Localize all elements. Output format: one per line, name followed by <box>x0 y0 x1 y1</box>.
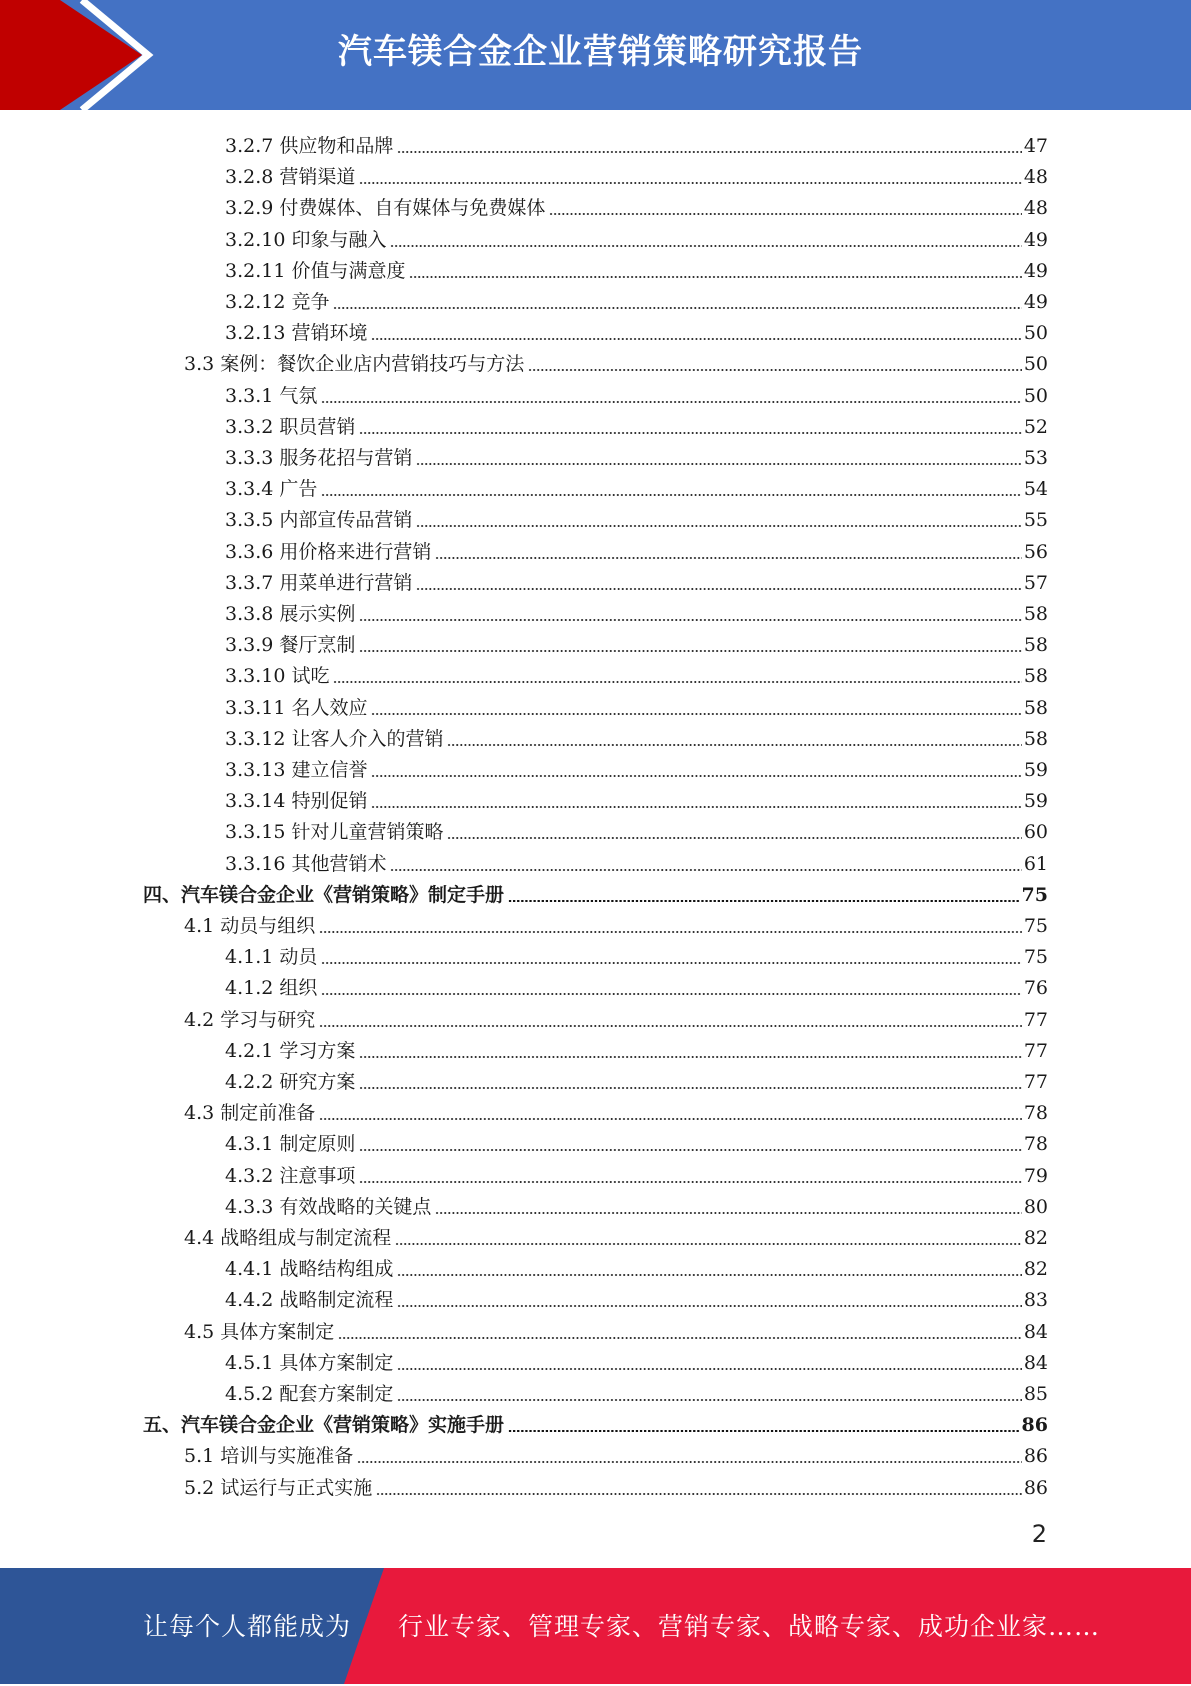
toc-entry-label: 4.2.1 学习方案 <box>225 1039 356 1062</box>
toc-entry-page: 50 <box>1023 322 1048 345</box>
toc-dot-leader <box>397 1274 1021 1276</box>
toc-entry-page: 85 <box>1023 1383 1048 1405</box>
toc-entry[interactable] <box>225 377 1048 408</box>
toc-entry-label: 3.3.8 展示实例 <box>225 603 356 625</box>
toc-entry-page: 61 <box>1023 852 1048 875</box>
toc-entry-page: 75 <box>1023 915 1048 937</box>
toc-entry-page: 49 <box>1023 291 1048 313</box>
toc-entry-label: 4.2 学习与研究 <box>184 1008 316 1031</box>
toc-dot-leader <box>416 463 1021 465</box>
toc-dot-leader <box>549 213 1021 215</box>
toc-entry-label: 4.1.1 动员 <box>225 946 318 969</box>
toc-entry[interactable] <box>143 1406 1048 1437</box>
toc-entry-label: 4.3.3 有效战略的关键点 <box>225 1195 432 1218</box>
toc-dot-leader <box>359 1087 1021 1089</box>
toc-entry-page: 76 <box>1023 977 1048 1000</box>
toc-entry-label: 4.5 具体方案制定 <box>184 1320 335 1343</box>
toc-dot-leader <box>416 525 1021 527</box>
toc-entry[interactable] <box>184 1094 1048 1125</box>
toc-entry-label: 4.3.2 注意事项 <box>225 1164 356 1187</box>
toc-entry[interactable] <box>225 813 1048 844</box>
toc-entry-label: 3.3.2 职员营销 <box>225 415 356 438</box>
toc-entry-label: 3.3.13 建立信誉 <box>225 759 368 781</box>
toc-entry-label: 3.2.11 价值与满意度 <box>225 259 406 282</box>
toc-dot-leader <box>508 1430 1020 1432</box>
toc-dot-leader <box>416 588 1021 590</box>
toc-entry[interactable] <box>225 127 1048 158</box>
toc-entry-label: 4.4 战略组成与制定流程 <box>184 1227 392 1249</box>
toc-entry[interactable] <box>225 1281 1048 1312</box>
toc-entry[interactable] <box>143 876 1048 907</box>
toc-entry[interactable] <box>225 221 1048 252</box>
toc-entry-page: 86 <box>1023 1476 1048 1499</box>
toc-entry-page: 52 <box>1023 415 1048 438</box>
toc-entry-page: 59 <box>1023 790 1048 813</box>
toc-entry-page: 82 <box>1023 1227 1048 1249</box>
toc-entry-page: 60 <box>1023 821 1048 844</box>
document-title: 汽车镁合金企业营销策略研究报告 <box>338 32 863 72</box>
toc-dot-leader <box>321 993 1021 995</box>
toc-entry-label: 4.2.2 研究方案 <box>225 1071 356 1093</box>
toc-entry[interactable] <box>225 533 1048 564</box>
toc-entry-page: 82 <box>1023 1258 1048 1281</box>
toc-dot-leader <box>371 713 1021 715</box>
toc-entry[interactable] <box>225 1250 1048 1281</box>
toc-entry-page: 86 <box>1021 1414 1048 1437</box>
toc-dot-leader <box>319 1118 1022 1120</box>
toc-entry[interactable] <box>225 189 1048 220</box>
toc-entry-label: 3.3.6 用价格来进行营销 <box>225 540 432 563</box>
toc-dot-leader <box>338 1337 1022 1339</box>
toc-dot-leader <box>319 931 1022 933</box>
toc-entry-label: 3.3.11 名人效应 <box>225 696 368 719</box>
page-footer <box>0 1568 1191 1684</box>
toc-entry[interactable] <box>225 782 1048 813</box>
toc-entry[interactable] <box>225 1157 1048 1188</box>
toc-dot-leader <box>397 1305 1021 1307</box>
footer-slogan-left: 让每个人都能成为 <box>143 1612 352 1641</box>
toc-entry-page: 86 <box>1023 1445 1048 1468</box>
toc-entry-page: 77 <box>1023 1071 1048 1093</box>
toc-dot-leader <box>359 650 1021 652</box>
toc-entry-label: 4.1 动员与组织 <box>184 915 316 937</box>
toc-dot-leader <box>376 1493 1022 1495</box>
toc-entry-page: 47 <box>1023 135 1048 157</box>
toc-entry-page: 59 <box>1023 759 1048 781</box>
toc-entry[interactable] <box>225 1344 1048 1375</box>
toc-dot-leader <box>333 307 1021 309</box>
toc-dot-leader <box>371 806 1021 808</box>
toc-entry-page: 84 <box>1023 1351 1048 1374</box>
toc-entry-page: 83 <box>1023 1289 1048 1312</box>
toc-entry-page: 48 <box>1023 197 1048 220</box>
toc-entry-page: 57 <box>1023 571 1048 594</box>
toc-entry[interactable] <box>225 1125 1048 1156</box>
toc-dot-leader <box>371 775 1021 777</box>
toc-entry[interactable] <box>225 158 1048 189</box>
toc-entry-page: 58 <box>1023 727 1048 750</box>
toc-entry[interactable] <box>225 252 1048 283</box>
toc-entry-label: 4.4.1 战略结构组成 <box>225 1258 394 1281</box>
footer-slogan-right: 行业专家、管理专家、营销专家、战略专家、成功企业家…… <box>398 1612 1101 1641</box>
toc-entry-label: 3.3 案例：餐饮企业店内营销技巧与方法 <box>184 353 525 376</box>
page-header <box>0 0 1191 110</box>
toc-entry[interactable] <box>184 1313 1048 1344</box>
toc-entry-page: 84 <box>1023 1320 1048 1343</box>
toc-dot-leader <box>508 900 1020 902</box>
toc-entry[interactable] <box>225 969 1048 1000</box>
toc-dot-leader <box>395 1243 1022 1245</box>
toc-entry-page: 80 <box>1023 1195 1048 1218</box>
toc-entry[interactable] <box>225 439 1048 470</box>
toc-entry-label: 5.2 试运行与正式实施 <box>184 1476 373 1499</box>
toc-entry[interactable] <box>225 657 1048 688</box>
toc-entry-page: 48 <box>1023 166 1048 189</box>
toc-entry-label: 3.3.16 其他营销术 <box>225 852 387 875</box>
toc-entry-label: 3.3.7 用菜单进行营销 <box>225 571 413 594</box>
toc-entry-page: 78 <box>1023 1102 1048 1125</box>
toc-entry[interactable] <box>225 938 1048 969</box>
toc-entry-page: 58 <box>1023 696 1048 719</box>
toc-dot-leader <box>359 1056 1021 1058</box>
toc-entry-label: 5.1 培训与实施准备 <box>184 1445 354 1468</box>
toc-entry[interactable] <box>225 470 1048 501</box>
toc-entry[interactable] <box>225 720 1048 751</box>
toc-entry-page: 77 <box>1023 1008 1048 1031</box>
toc-dot-leader <box>390 869 1021 871</box>
toc-entry-label: 4.3 制定前准备 <box>184 1102 316 1125</box>
toc-entry[interactable] <box>184 345 1048 376</box>
toc-entry-label: 五、汽车镁合金企业《营销策略》实施手册 <box>143 1414 505 1437</box>
toc-entry-page: 53 <box>1023 447 1048 469</box>
toc-entry-page: 58 <box>1023 634 1048 657</box>
toc-entry-label: 3.2.9 付费媒体、自有媒体与免费媒体 <box>225 197 546 220</box>
toc-entry-label: 3.2.13 营销环境 <box>225 322 368 345</box>
toc-entry-label: 3.2.10 印象与融入 <box>225 228 387 251</box>
toc-dot-leader <box>359 182 1021 184</box>
toc-entry-label: 4.5.2 配套方案制定 <box>225 1383 394 1405</box>
toc-entry-label: 3.2.8 营销渠道 <box>225 166 356 189</box>
toc-entry[interactable] <box>225 408 1048 439</box>
toc-entry-label: 3.3.1 气氛 <box>225 384 318 407</box>
toc-entry-page: 79 <box>1023 1164 1048 1187</box>
toc-entry-page: 75 <box>1023 946 1048 969</box>
toc-entry-label: 四、汽车镁合金企业《营销策略》制定手册 <box>143 883 505 906</box>
toc-entry-label: 4.4.2 战略制定流程 <box>225 1289 394 1312</box>
toc-dot-leader <box>435 1212 1021 1214</box>
toc-entry[interactable] <box>225 751 1048 782</box>
toc-entry[interactable] <box>225 1032 1048 1063</box>
toc-entry[interactable] <box>225 1063 1048 1094</box>
toc-entry-label: 3.3.5 内部宣传品营销 <box>225 509 413 532</box>
toc-entry-label: 3.3.10 试吃 <box>225 665 330 688</box>
toc-entry-page: 56 <box>1023 540 1048 563</box>
toc-entry[interactable] <box>184 907 1048 938</box>
toc-entry-page: 49 <box>1023 259 1048 282</box>
toc-entry-label: 3.3.3 服务花招与营销 <box>225 447 413 469</box>
toc-entry[interactable] <box>225 626 1048 657</box>
toc-dot-leader <box>321 962 1021 964</box>
toc-entry[interactable] <box>225 283 1048 314</box>
toc-dot-leader <box>397 1399 1021 1401</box>
toc-entry-label: 3.3.4 广告 <box>225 478 318 501</box>
toc-entry-label: 4.5.1 具体方案制定 <box>225 1351 394 1374</box>
toc-entry-page: 50 <box>1023 353 1048 376</box>
toc-dot-leader <box>359 1149 1021 1151</box>
toc-dot-leader <box>359 1181 1021 1183</box>
toc-entry-page: 58 <box>1023 665 1048 688</box>
page-number: 2 <box>1031 1520 1047 1548</box>
toc-entry[interactable] <box>225 845 1048 876</box>
toc-entry-page: 58 <box>1023 603 1048 625</box>
toc-entry-page: 75 <box>1021 883 1048 906</box>
toc-entry[interactable] <box>184 1219 1048 1250</box>
toc-dot-leader <box>359 432 1021 434</box>
toc-entry-label: 3.2.7 供应物和品牌 <box>225 135 394 157</box>
toc-entry-label: 4.3.1 制定原则 <box>225 1133 356 1156</box>
toc-entry[interactable] <box>225 595 1048 626</box>
toc-dot-leader <box>435 557 1021 559</box>
toc-dot-leader <box>357 1461 1022 1463</box>
toc-entry-label: 3.2.12 竞争 <box>225 291 330 313</box>
toc-entry-label: 4.1.2 组织 <box>225 977 318 1000</box>
toc-entry-page: 49 <box>1023 228 1048 251</box>
toc-entry[interactable] <box>225 1188 1048 1219</box>
toc-dot-leader <box>447 837 1021 839</box>
toc-dot-leader <box>390 245 1021 247</box>
toc-dot-leader <box>359 619 1021 621</box>
toc-entry-label: 3.3.12 让客人介入的营销 <box>225 727 444 750</box>
toc-dot-leader <box>397 151 1021 153</box>
toc-entry-page: 54 <box>1023 478 1048 501</box>
toc-dot-leader <box>528 369 1022 371</box>
toc-entry[interactable] <box>225 689 1048 720</box>
toc-entry-page: 55 <box>1023 509 1048 532</box>
toc-dot-leader <box>321 494 1021 496</box>
toc-dot-leader <box>371 338 1021 340</box>
toc-entry-label: 3.3.9 餐厅烹制 <box>225 634 356 657</box>
toc-entry-label: 3.3.14 特别促销 <box>225 790 368 813</box>
toc-dot-leader <box>397 1368 1021 1370</box>
toc-dot-leader <box>321 401 1021 403</box>
toc-entry[interactable] <box>225 1375 1048 1406</box>
toc-dot-leader <box>319 1025 1022 1027</box>
toc-entry[interactable] <box>225 314 1048 345</box>
toc-entry[interactable] <box>225 501 1048 532</box>
toc-entry[interactable] <box>184 1469 1048 1500</box>
toc-entry-label: 3.3.15 针对儿童营销策略 <box>225 821 444 844</box>
toc-entry-page: 50 <box>1023 384 1048 407</box>
toc-entry-page: 77 <box>1023 1039 1048 1062</box>
toc-entry[interactable] <box>225 564 1048 595</box>
toc-dot-leader <box>409 276 1021 278</box>
toc-dot-leader <box>447 744 1021 746</box>
toc-entry[interactable] <box>184 1001 1048 1032</box>
toc-entry[interactable] <box>184 1437 1048 1468</box>
toc-entry-page: 78 <box>1023 1133 1048 1156</box>
toc-dot-leader <box>333 681 1021 683</box>
